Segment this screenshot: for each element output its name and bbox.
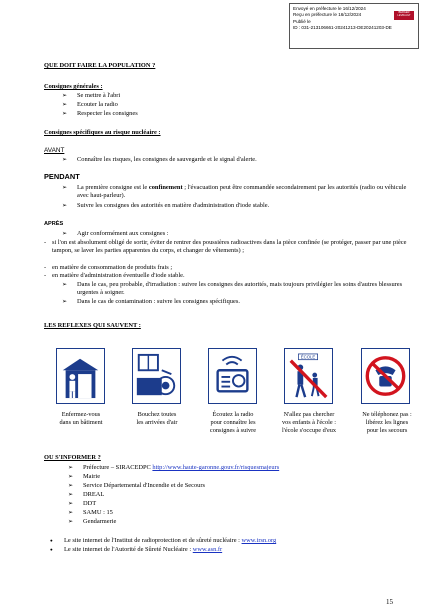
apres-item-irradiation: ➢ Dans le cas, peu probable, d'irradiation : suivre les consignes des autorités, mais toujours privilégier les soins d'autres blessures urgentes à soigner. [77,281,417,297]
apres-sub-fresh-products: - en matière de consommation de produits frais ; [52,264,172,272]
caption-phone [349,411,425,435]
shelter-icon [56,348,105,404]
inform-item-sdis: ➢ Service Départemental d'Incendie et de Secours [83,482,205,490]
inform-item-gendarmerie: ➢ Gendarmerie [83,518,116,526]
caption-line: les arrivées d'air [136,419,178,426]
stamp-line-id: ID : 031-213106661-20241213-DE20241203-DE [293,24,392,30]
caption-line: Ne téléphonez pas : [362,411,412,418]
caption-radio [196,411,270,435]
apres-sub-outside: - si l'on est absolument obligé de sortir, éviter de rentrer des poussières radioactives dans la pièce confinée (se protéger, passer par une pièce tampon, se laver les parties apparentes du corps, et changer de vêtements) ; [52,239,414,255]
avant-item: ➢ Connaître les risques, les consignes de sauvegarde et le signal d'alerte. [77,156,257,164]
caption-vents [122,411,192,427]
caption-line: pour connaître les [210,419,256,426]
caption-line: Bouchez toutes [137,411,177,418]
stamp-line-published: Publié le [293,18,311,24]
general-item-shelter: ➢ Se mettre à l'abri [77,92,120,100]
caption-school [271,411,347,435]
inform-item-samu: ➢ SAMU : 15 [83,509,113,517]
pendant-item-iodine: ➢ Suivre les consignes des autorités en matière d'administration d'iode stable. [77,202,269,210]
prefecture-stamp [289,3,419,49]
caption-line: dans un bâtiment [59,419,103,426]
page-number: 15 [386,598,393,606]
caption-line: consignes à suivre [209,427,257,434]
irsn-link[interactable]: www.irsn.org [241,537,277,544]
stamp-line-received: Reçu en préfecture le 16/12/2024 [293,12,362,18]
caption-line: l'école s'occupe d'eux [281,427,337,434]
inform-item-prefecture [83,464,279,472]
web-irsn [64,537,276,545]
avant-heading: AVANT [44,147,65,154]
irsn-text: Le site internet de l'Institut de radioprotection et de sûreté nucléaire : [64,537,242,544]
nuclear-heading: Consignes spécifiques au risque nucléaire : [44,129,161,136]
inform-heading: OU S'INFORMER ? [44,454,101,461]
caption-line: vos enfants à l'école : [282,419,336,426]
apres-heading: APRÈS [44,221,64,227]
stamp-line-sent: Envoyé en préfecture le 16/12/2024 [293,6,366,11]
prefecture-link[interactable]: http://www.haute-garonne.gouv.fr/risquesmajeurs [152,464,280,471]
general-heading: Consignes générales : [44,83,103,90]
inform-item-ddt: ➢ DDT [83,500,96,508]
caption-line: N'allez pas chercher [283,411,335,418]
pendant-heading: PENDANT [44,172,80,181]
web-asn [64,546,222,554]
general-item-radio: ➢ Ecouter la radio [77,101,118,109]
prefecture-label: Préfecture – SIRACEDPC [83,464,153,471]
pendant-item-confinement [77,184,417,200]
apres-item-contamination: ➢ Dans le cas de contamination : suivre les consignes spécifiques. [77,298,240,306]
pendant-item-text-end: ; l'évacuation peut être commandée secondairement par les autorités (radio ou véhicule avec haut-parleur). [77,184,407,199]
page-title: QUE DOIT FAIRE LA POPULATION ? [44,62,156,69]
pendant-item-bold: confinement [148,184,183,191]
asn-link[interactable]: www.asn.fr [192,546,223,553]
caption-line: pour les secours [366,427,408,434]
pendant-item-text: La première consigne est le [77,184,149,191]
inform-item-dreal: ➢ DREAL [83,491,104,499]
inform-item-mairie: ➢ Mairie [83,473,100,481]
asn-text: Le site internet de l'Autorité de Sûreté Nucléaire : [64,546,193,553]
caption-line: Écoutez la radio [212,411,254,418]
caption-shelter [46,411,116,427]
school-sign-text: ÉCOLE [300,354,316,360]
caption-line: Enfermez-vous [61,411,101,418]
general-item-instructions: ➢ Respecter les consignes [77,110,138,118]
reflexes-heading: LES REFLEXES QUI SAUVENT : [44,322,141,329]
no-school-pickup-icon [284,348,333,404]
berger-levrault-logo: BERGER LEVRAULT [394,11,414,20]
radio-icon [208,348,257,404]
apres-sub-iodine: - en matière d'administration éventuelle d'iode stable. [52,272,185,280]
caption-line: libérez les lignes [365,419,409,426]
no-phone-icon [361,348,410,404]
apres-item-act: ➢ Agir conformément aux consignes : [77,230,169,238]
close-vents-icon [132,348,181,404]
